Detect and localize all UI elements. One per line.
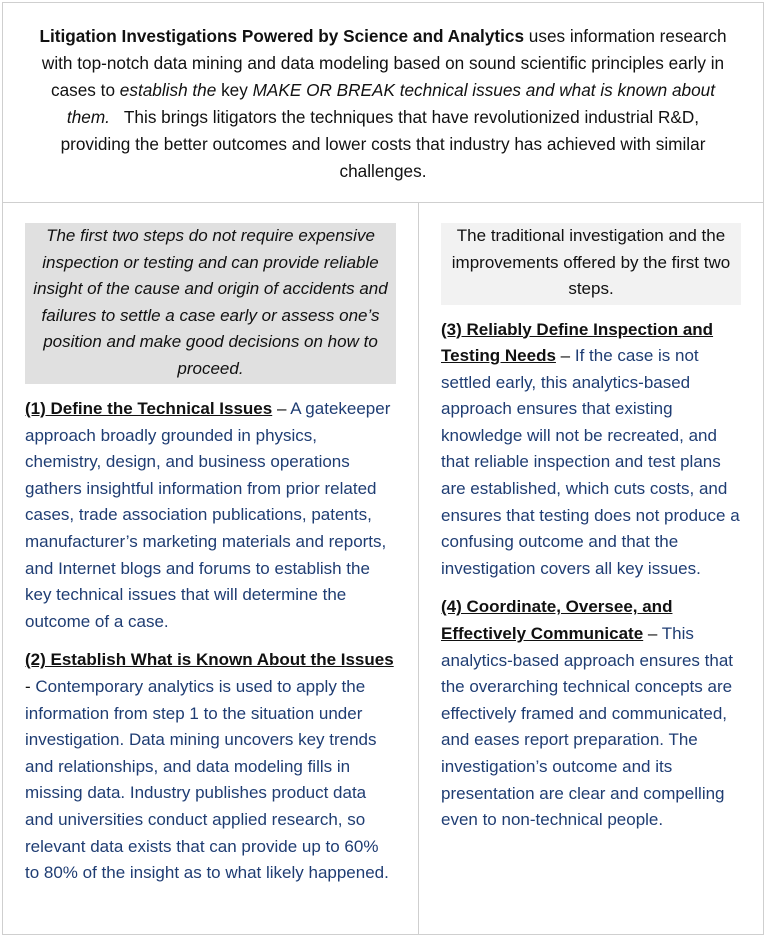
intro-italic-1: establish the	[119, 80, 217, 100]
intro-title: Litigation Investigations Powered by Science and Analytics	[39, 26, 525, 46]
step-4-separator: –	[643, 624, 662, 644]
intro-italic-2: MAKE OR BREAK technical issues and what is known about them.	[66, 80, 715, 127]
intro-text-2: key	[216, 80, 253, 100]
left-column	[3, 203, 419, 934]
step-4	[441, 594, 741, 833]
step-1-title: (1) Define the Technical Issues	[25, 399, 273, 418]
step-2-title: (2) Establish What is Known About the Issues	[25, 650, 394, 670]
step-3	[441, 317, 741, 583]
step-3-separator: –	[555, 346, 575, 366]
step-3-body: If the case is not settled early, this analytics-based approach ensures that existing knowledge will not be recreated, and that reliable inspection and test plans are established, which cuts costs, and ensures that testing does not produce a confusing outcome and that the investigation covers all key issues.	[441, 346, 740, 578]
step-1-body: A gatekeeper approach broadly grounded in physics, chemistry, design, and business operations gathers insightful information from prior related cases, trade association publications, patents, manufacturer’s marketing materials and reports, and Internet blogs and forums to establish the key technical issues that will determine the outcome of a case.	[25, 399, 391, 631]
right-column	[419, 203, 763, 934]
intro-text-1: uses information research with top-notch data mining and data modeling based on sound scientific principles early in cases to	[41, 26, 727, 100]
step-4-title: (4) Coordinate, Oversee, and Effectively Communicate	[441, 597, 673, 644]
document-table	[2, 2, 764, 935]
step-2-separator: -	[25, 676, 36, 696]
step-2-body: Contemporary analytics is used to apply the information from step 1 to the situation under investigation. Data mining uncovers key trends and relationships, and data modeling fills in missing data. Industry publishes product data and universities conduct applied research, so relevant data exists that can provide up to 60% to 80% of the insight as to what likely happened.	[25, 676, 389, 883]
step-1	[25, 396, 396, 635]
step-3-title: (3) Reliably Define Inspection and Testing Needs	[441, 319, 714, 366]
step-4-body: This analytics-based approach ensures that the overarching technical concepts are effectively framed and communicated, and eases report preparation. The investigation’s outcome and its presentation are clear and compelling even to non-technical people.	[441, 624, 734, 830]
intro-paragraph	[3, 3, 763, 203]
left-callout: The first two steps do not require expensive inspection or testing and can provide reliable insight of the cause and origin of accidents and failures to settle a case early or assess one’s position and make good decisions on how to proceed.	[25, 223, 396, 384]
right-callout: The traditional investigation and the improvements offered by the first two steps.	[441, 223, 741, 305]
intro-text-3: This brings litigators the techniques that have revolutionized industrial R&D, providing the better outcomes and lower costs that industry has achieved with similar challenges.	[60, 107, 711, 181]
step-2	[25, 647, 396, 886]
step-1-separator: –	[272, 399, 291, 418]
